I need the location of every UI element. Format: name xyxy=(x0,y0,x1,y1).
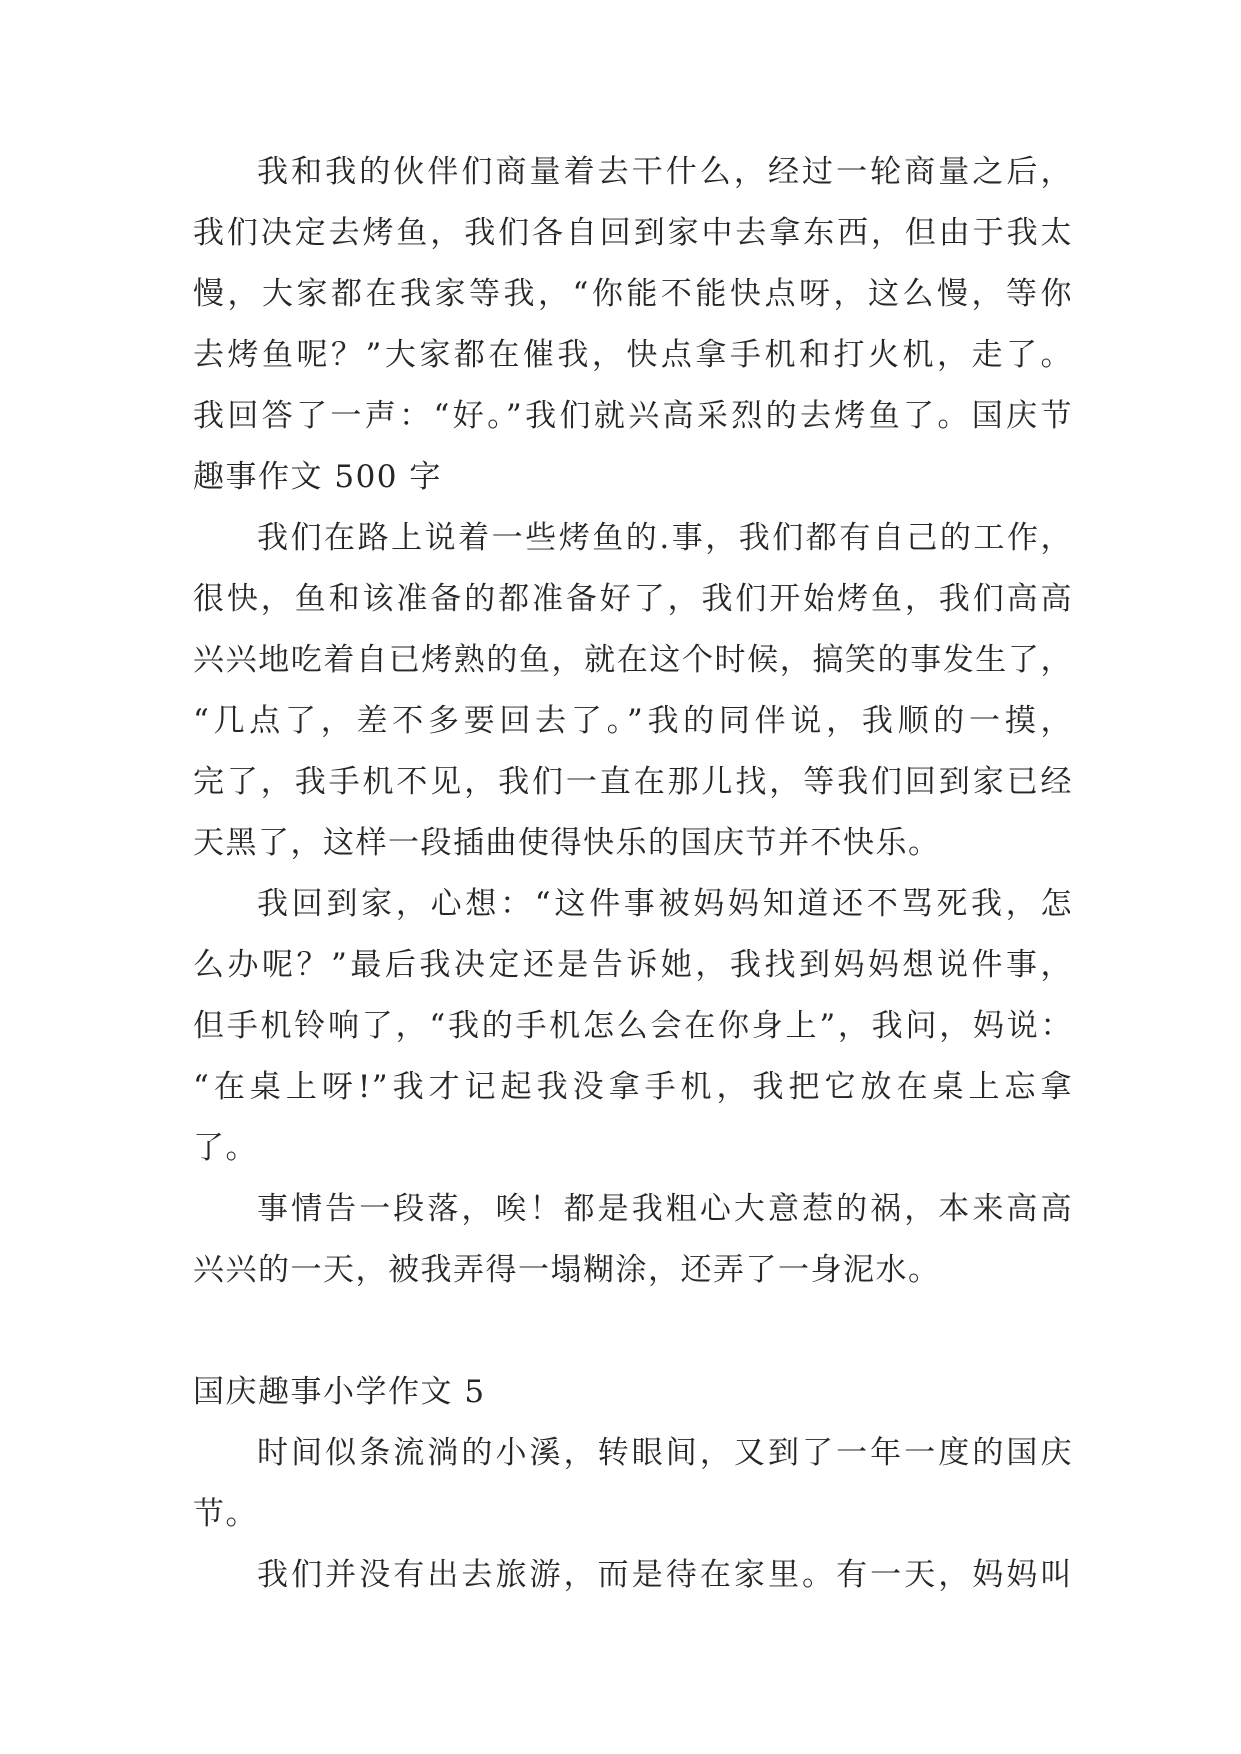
paragraph-1-line-3: 慢，大家都在我家等我，“你能不能快点呀，这么慢，等你 xyxy=(193,276,1073,312)
section-title: 国庆趣事小学作文 5 xyxy=(193,1374,486,1410)
paragraph-1-line-5: 我回答了一声：“好。”我们就兴高采烈的去烤鱼了。国庆节 xyxy=(193,398,1073,434)
section-2-paragraph-2-line-1: 我们并没有出去旅游，而是待在家里。有一天，妈妈叫 xyxy=(257,1557,1073,1593)
paragraph-3-line-2: 么办呢？”最后我决定还是告诉她，我找到妈妈想说件事， xyxy=(193,947,1073,983)
section-2-paragraph-1-line-2: 节。 xyxy=(193,1496,258,1532)
paragraph-2-line-4: “几点了，差不多要回去了。”我的同伴说，我顺的一摸， xyxy=(193,703,1073,739)
paragraph-4-line-1: 事情告一段落，唉！都是我粗心大意惹的祸，本来高高 xyxy=(257,1191,1073,1227)
paragraph-3-line-4: “在桌上呀!”我才记起我没拿手机，我把它放在桌上忘拿 xyxy=(193,1069,1073,1105)
paragraph-2-line-2: 很快，鱼和该准备的都准备好了，我们开始烤鱼，我们高高 xyxy=(193,581,1073,617)
paragraph-2-line-6: 天黑了，这样一段插曲使得快乐的国庆节并不快乐。 xyxy=(193,825,941,861)
paragraph-1-line-4: 去烤鱼呢？”大家都在催我，快点拿手机和打火机，走了。 xyxy=(193,337,1073,373)
paragraph-1-line-6: 趣事作文 500 字 xyxy=(193,459,442,495)
paragraph-3-line-1: 我回到家，心想：“这件事被妈妈知道还不骂死我，怎 xyxy=(257,886,1073,922)
paragraph-1-line-2: 我们决定去烤鱼，我们各自回到家中去拿东西，但由于我太 xyxy=(193,215,1073,251)
paragraph-2-line-5: 完了，我手机不见，我们一直在那儿找，等我们回到家已经 xyxy=(193,764,1073,800)
paragraph-3-line-5: 了。 xyxy=(193,1130,258,1166)
paragraph-1-line-1: 我和我的伙伴们商量着去干什么，经过一轮商量之后， xyxy=(257,154,1073,190)
paragraph-2-line-3: 兴兴地吃着自已烤熟的鱼，就在这个时候，搞笑的事发生了， xyxy=(193,642,1073,678)
paragraph-2-line-1: 我们在路上说着一些烤鱼的.事，我们都有自己的工作， xyxy=(257,520,1073,556)
section-2-paragraph-1-line-1: 时间似条流淌的小溪，转眼间，又到了一年一度的国庆 xyxy=(257,1435,1073,1471)
paragraph-3-line-3: 但手机铃响了，“我的手机怎么会在你身上”，我问，妈说： xyxy=(193,1008,1073,1044)
paragraph-4-line-2: 兴兴的一天，被我弄得一塌糊涂，还弄了一身泥水。 xyxy=(193,1252,941,1288)
